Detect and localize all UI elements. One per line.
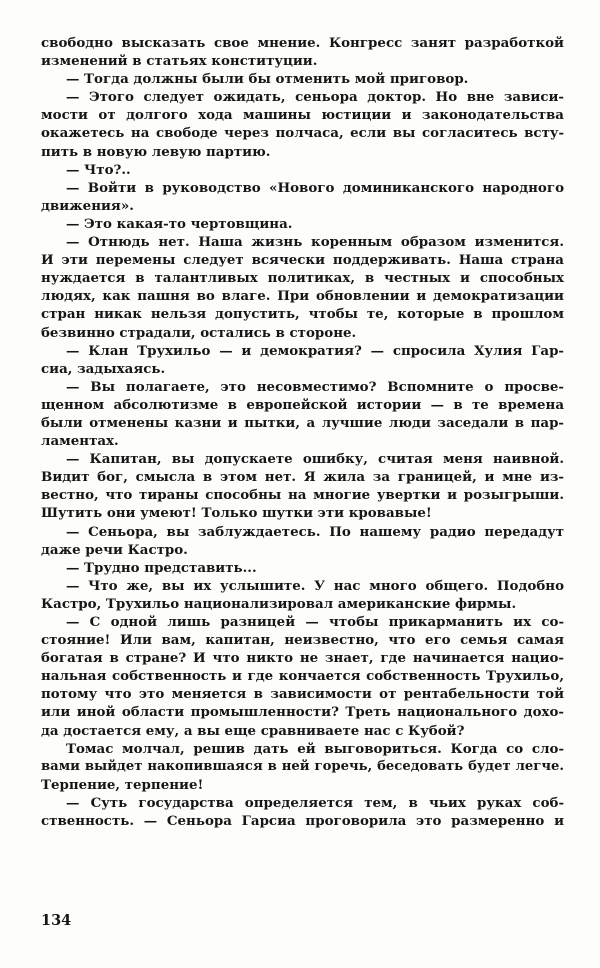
text-line: — Клан Трухильо — и демократия? — спросила Хулия Гар-	[66, 342, 564, 359]
text-line: — С одной лишь разницей — чтобы прикарманить их со-	[66, 614, 564, 630]
text-line: движения».	[41, 197, 134, 214]
text-line: стран никак нельзя допустить, чтобы те, которые в прошлом	[41, 306, 564, 323]
text-line: ламентах.	[41, 433, 119, 450]
text-line: безвинно страдали, остались в стороне.	[41, 324, 357, 341]
text-line: — Этого следует ожидать, сеньора доктор. Но вне завиcи-	[66, 89, 564, 106]
text-line: нальная собственность и где кончается собственность Трухильо,	[41, 668, 564, 685]
text-line: — Трудно представить...	[66, 559, 257, 576]
text-line: мости от долгого хода машины юстиции и законодательства	[41, 107, 564, 124]
text-line: свободно высказать свое мнение. Конгресс занят разработкой	[41, 35, 564, 51]
text-line: — Войти в руководство «Нового доминиканского народного	[66, 179, 564, 196]
page-number: 134	[41, 912, 72, 929]
text-line: изменений в статьях конституции.	[41, 53, 318, 70]
text-line: Терпение, терпение!	[41, 776, 204, 793]
text-line: да достается ему, а вы еще сравниваете нас с Кубой?	[41, 722, 465, 739]
text-line: — Вы полагаете, это несовместимо? Вспомните о просве-	[66, 378, 564, 395]
text-line: — Сеньора, вы заблуждаетесь. По нашему радио передадут	[66, 523, 564, 540]
text-line: — Капитан, вы допускаете ошибку, считая меня наивной.	[66, 451, 564, 468]
text-line: богатая в стране? И что никто не знает, где начинается нацио-	[41, 650, 564, 667]
text-line: стояние! Или вам, капитан, неизвестно, что его семья самая	[41, 632, 564, 649]
text-line: вами выйдет накопившаяся в ней горечь, беседовать будет легче.	[41, 758, 564, 774]
text-line: сиа, задыхаясь.	[41, 360, 166, 377]
text-line: — Суть государства определяется тем, в чьих руках соб-	[66, 794, 564, 811]
body-text	[41, 34, 564, 830]
text-line: И эти перемены следует всячески поддерживать. Наша страна	[41, 252, 564, 269]
text-line: — Это какая-то чертовщина.	[66, 215, 293, 232]
text-line: вестно, что тираны способны на многие увертки и розыгрыши.	[41, 487, 564, 504]
text-line: были отменены казни и пытки, а лучшие люди заседали в пар-	[41, 414, 564, 431]
text-line: даже речи Кастро.	[41, 541, 188, 558]
text-line: пить в новую левую партию.	[41, 143, 271, 160]
text-line: Шутить они умеют! Только шутки эти кровавые!	[41, 505, 432, 522]
text-line: — Что?..	[66, 161, 131, 178]
text-line: потому что это меняется в зависимости от рентабельности той	[41, 686, 564, 703]
text-line: щенном абсолютизме в европейской истории — в те времена	[41, 396, 564, 413]
text-line: или иной области промышленности? Треть национального дохо-	[41, 704, 564, 721]
text-line: — Тогда должны были бы отменить мой приговор.	[66, 71, 469, 88]
text-line: Томас молчал, решив дать ей выговориться. Когда со сло-	[66, 740, 564, 757]
text-line: людях, как пашня во влаге. При обновлении и демократизации	[41, 288, 564, 305]
text-line: Видит бог, смысла в этом нет. Я жила за границей, и мне из-	[41, 469, 564, 486]
text-line: ственность. — Сеньора Гарсиа проговорила это размеренно и	[41, 813, 564, 830]
text-line: окажетесь на свободе через полчаса, если вы согласитесь всту-	[41, 125, 564, 142]
text-line: Кастро, Трухильо национализировал американские фирмы.	[41, 595, 517, 612]
text-line: нуждается в талантливых политиках, в честных и способных	[41, 270, 564, 287]
text-line: — Отнюдь нет. Наша жизнь коренным образом изменится.	[66, 234, 564, 251]
text-line: — Что же, вы их услышите. У нас много общего. Подобно	[66, 577, 564, 594]
